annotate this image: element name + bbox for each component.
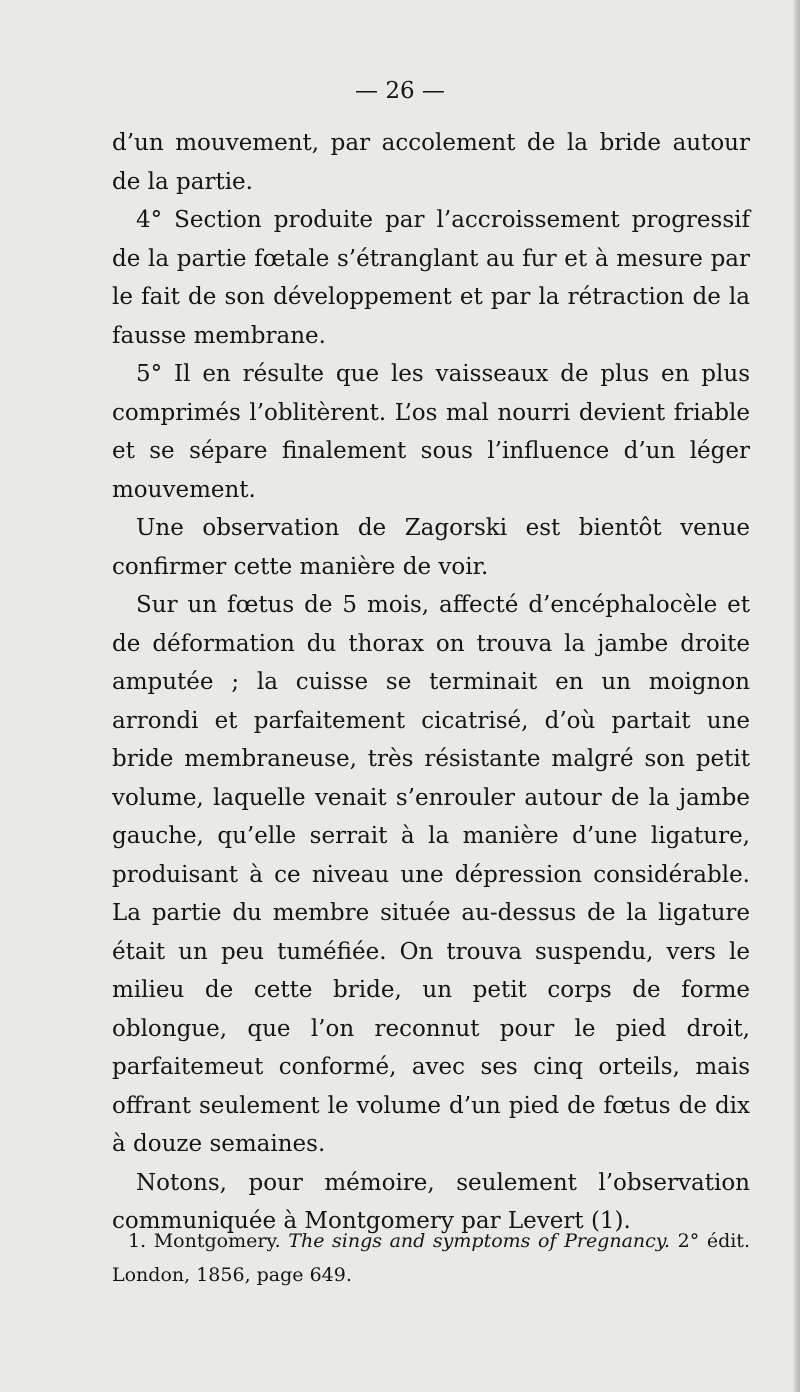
footnote <box>112 1224 750 1292</box>
footnote-prefix: 1. Montgomery. <box>128 1230 281 1252</box>
page-edge-shadow <box>794 0 800 1392</box>
paragraph-point-5: 5° Il en résulte que les vaisseaux de plus en plus comprimés l’oblitèrent. L’os mal nourri devient friable et se sépare finalement sous l’influence d’un léger mouvement. <box>112 361 750 503</box>
footnote-suffix: 2° édit. London, 1856, page 649. <box>112 1230 750 1286</box>
footnote-title: The sings and symptoms of Pregnancy. <box>288 1230 671 1252</box>
paragraph-continuation: d’un mouvement, par accolement de la bride autour de la partie. <box>112 130 750 195</box>
body-text <box>112 124 750 1241</box>
paragraph-observation: Sur un fœtus de 5 mois, affecté d’encéphalocèle et de déformation du thorax on trouva la jambe droite amputée ; la cuisse se terminait en un moignon arrondi et parfaitement cicatrisé, d’où partait une bride membraneuse, très résistante malgré son petit volume, laquelle venait s’enrouler autour de la jambe gauche, qu’elle serrait à la manière d’une ligature, produisant à ce niveau une dépression considérable. La partie du membre située au-dessus de la ligature était un peu tuméfiée. On trouva suspendu, vers le milieu de cette bride, un petit corps de forme oblongue, que l’on reconnut pour le pied droit, parfaitemeut conformé, avec ses cinq orteils, mais offrant seulement le volume d’un pied de fœtus de dix à douze semaines. <box>112 592 750 1157</box>
page-number-header: — 26 — <box>355 78 445 104</box>
paragraph-zagorski: Une observation de Zagorski est bientôt venue confirmer cette manière de voir. <box>112 515 750 580</box>
paragraph-point-4: 4° Section produite par l’accroissement progressif de la partie fœtale s’étranglant au fur et à mesure par le fait de son développement et par la rétraction de la fausse membrane. <box>112 207 750 349</box>
footnote-text <box>112 1224 750 1292</box>
paragraph-notons: Notons, pour mémoire, seulement l’observation communiquée à Montgomery par Levert (1). <box>112 1169 750 1234</box>
